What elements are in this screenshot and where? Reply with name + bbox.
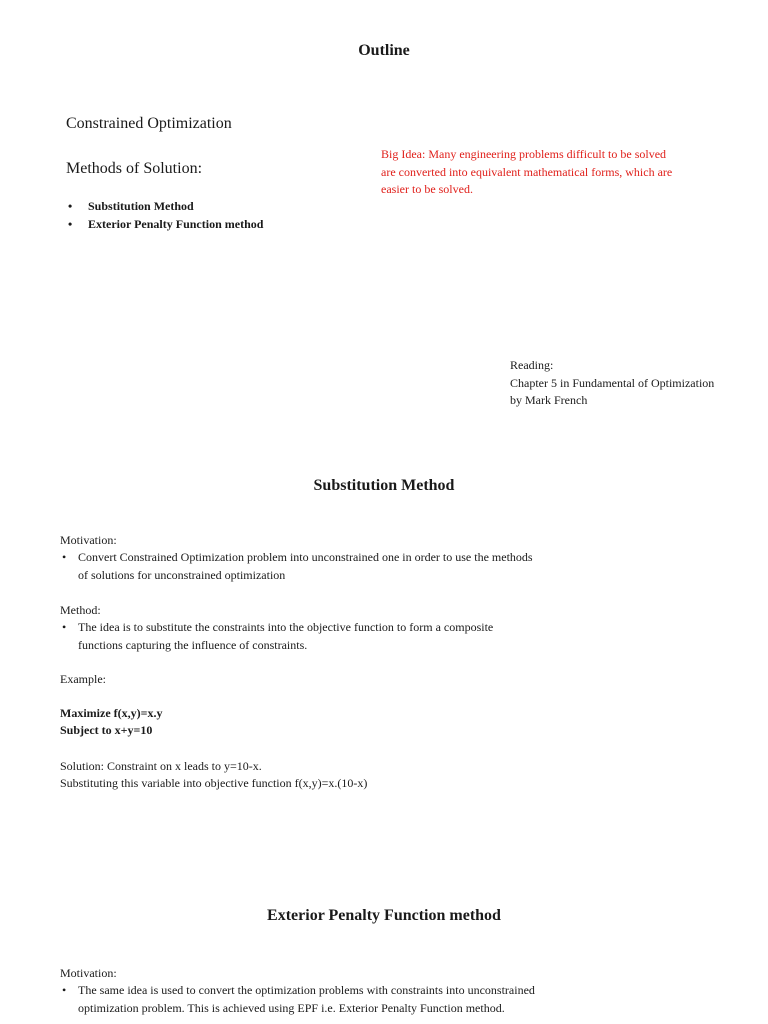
reading-note: Reading: Chapter 5 in Fundamental of Optimization by Mark French [510,358,715,407]
epf-motivation-label: Motivation: [60,966,117,980]
example-label: Example: [60,672,106,686]
list-item: • Exterior Penalty Function method [68,216,263,234]
big-idea-note: Big Idea: Many engineering problems difficult to be solved are converted into equivalent mathematical forms, which are easier to be solved. [381,147,673,196]
motivation-list [60,549,533,584]
epf-title: Exterior Penalty Function method [267,907,501,924]
bullet-icon: • [68,216,73,231]
list-item: • The idea is to substitute the constraints into the objective function to form a composite functions capturing the influence of constraints. [62,620,494,652]
example-constraint: Subject to x+y=10 [60,723,153,737]
bullet-icon: • [68,199,73,213]
solution-line-1: Solution: Constraint on x leads to y=10-x. [60,759,262,773]
list-item: • Convert Constrained Optimization problem into unconstrained one in order to use the methods of solutions for unconstrained optimization [62,550,533,582]
topic-heading: Constrained Optimization [66,115,232,132]
example-objective: Maximize f(x,y)=x.y [60,706,163,720]
motivation-label: Motivation: [60,533,117,547]
substitution-title: Substitution Method [313,477,455,494]
bullet-icon: • [62,983,67,997]
methods-heading: Methods of Solution: [66,160,203,177]
solution-line-2: Substituting this variable into objective function f(x,y)=x.(10-x) [60,776,368,790]
epf-motivation-list [60,982,535,1017]
method-label: Method: [60,603,101,617]
list-item: • Substitution Method [68,198,263,216]
bullet-icon: • [62,620,67,634]
list-item: • The same idea is used to convert the optimization problems with constraints into unconstrained optimization problem. This is achieved using EPF i.e. Exterior Penalty Function method. [62,983,535,1015]
outline-title: Outline [358,42,410,59]
method-list [60,619,493,654]
methods-list [68,198,263,233]
bullet-icon: • [62,550,67,564]
